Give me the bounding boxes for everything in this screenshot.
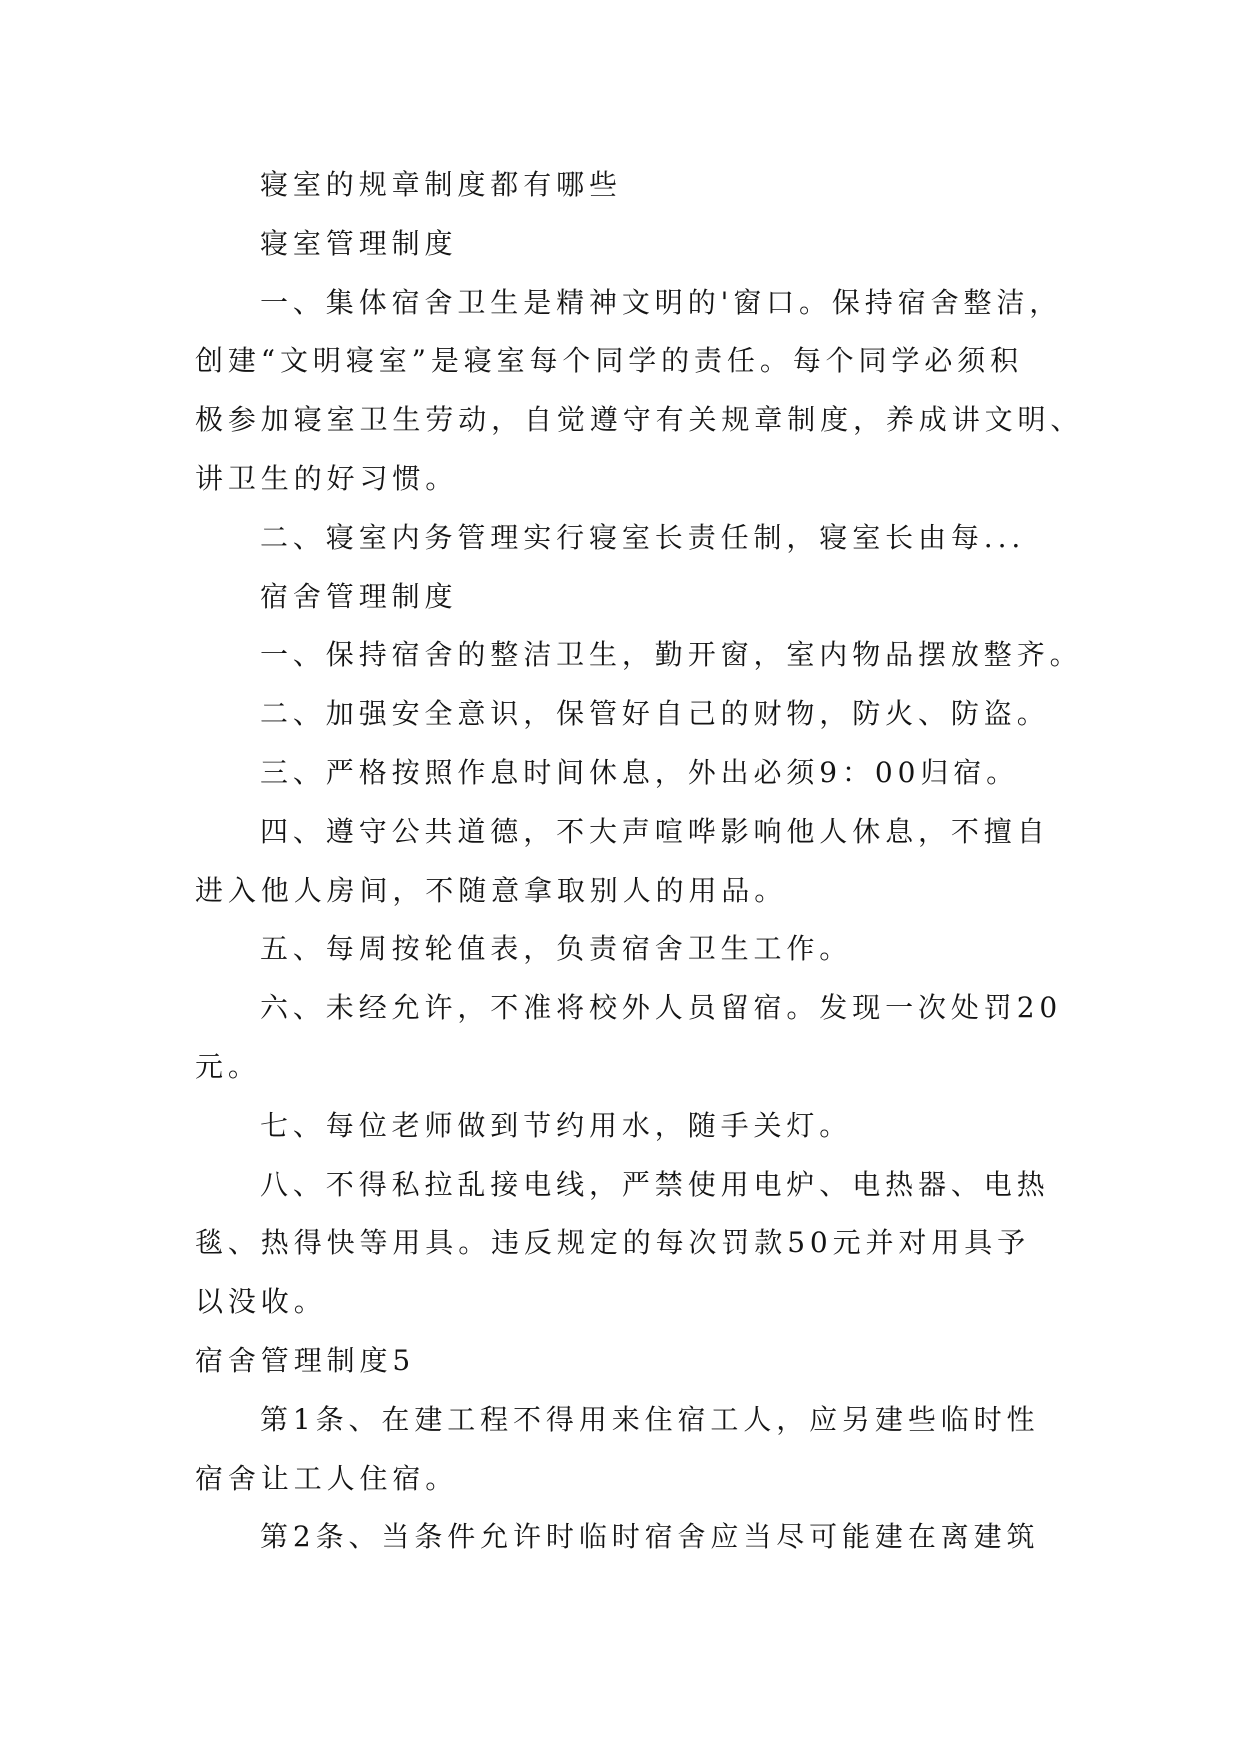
paragraph [195,1391,1095,1509]
paragraph-line: 七、每位老师做到节约用水，随手关灯。 [260,1108,853,1142]
paragraph [195,920,1095,979]
section-heading: 寝室管理制度 [260,226,458,260]
paragraph-line: 六、未经允许，不准将校外人员留宿。发现一次处罚20 [260,991,1063,1025]
paragraph [195,626,1095,685]
paragraph [195,1508,1095,1567]
paragraph [195,1156,1095,1332]
paragraph [195,1097,1095,1156]
paragraph-line: 创建“文明寝室”是寝室每个同学的责任。每个同学必须积 [195,344,1024,378]
paragraph [195,509,1095,568]
paragraph-line: 毯、热得快等用具。违反规定的每次罚款50元并对用具予 [195,1226,1031,1260]
paragraph-line: 第2条、当条件允许时临时宿舍应当尽可能建在离建筑 [260,1520,1040,1554]
paragraph-line: 极参加寝室卫生劳动，自觉遵守有关规章制度，养成讲文明、 [195,403,1084,437]
paragraph [195,979,1095,1097]
paragraph-line: 宿舍让工人住宿。 [195,1461,459,1495]
paragraph-line: 五、每周按轮值表，负责宿舍卫生工作。 [260,932,853,966]
paragraph-line: 一、保持宿舍的整洁卫生，勤开窗，室内物品摆放整齐。 [260,638,1083,672]
section-heading: 宿舍管理制度 [260,579,458,613]
paragraph-line: 二、加强安全意识，保管好自己的财物，防火、防盗。 [260,697,1050,731]
section-dormitory-rules-5 [195,1332,1095,1567]
paragraph [195,274,1095,509]
paragraph-line: 三、严格按照作息时间休息，外出必须9：00归宿。 [260,755,1020,789]
paragraph-line: 二、寝室内务管理实行寝室长责任制，寝室长由每... [260,520,1026,554]
paragraph-line: 以没收。 [195,1285,327,1319]
paragraph-line: 一、集体宿舍卫生是精神文明的'窗口。保持宿舍整洁， [260,285,1063,319]
paragraph-line: 讲卫生的好习惯。 [195,461,459,495]
paragraph-line: 进入他人房间，不随意拿取别人的用品。 [195,873,788,907]
paragraph [195,803,1095,921]
document-body [195,156,1095,1567]
paragraph-line: 八、不得私拉乱接电线，严禁使用电炉、电热器、电热 [260,1167,1050,1201]
paragraph-line: 元。 [195,1049,261,1083]
paragraph [195,685,1095,744]
paragraph-line: 四、遵守公共道德，不大声喧哗影响他人休息，不擅自 [260,814,1050,848]
section-dormitory-rules [195,568,1095,1332]
paragraph-line: 第1条、在建工程不得用来住宿工人，应另建些临时性 [260,1402,1040,1436]
section-dorm-management [195,215,1095,568]
section-heading: 宿舍管理制度5 [195,1343,416,1377]
paragraph [195,744,1095,803]
document-title: 寝室的规章制度都有哪些 [260,168,622,201]
